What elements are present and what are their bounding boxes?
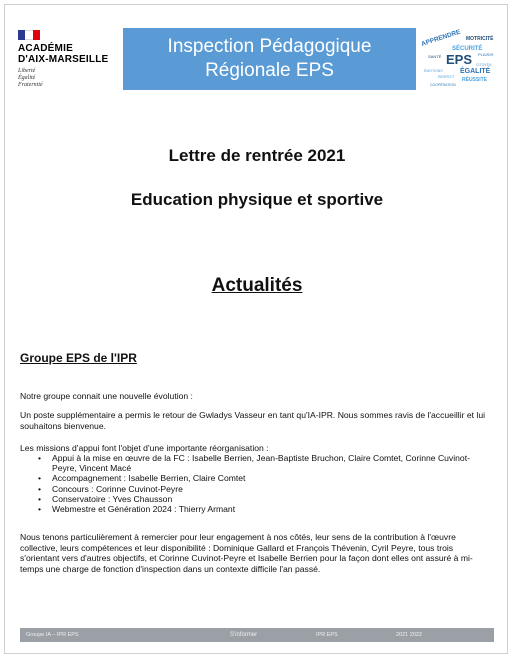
wordcloud-word: EPS (446, 52, 473, 67)
wordcloud-word: RÉUSSITE (462, 77, 488, 83)
footer-ipr-label: IPR EPS (316, 632, 338, 638)
wordcloud-word: CITOYEN (476, 63, 492, 67)
wordcloud-word: ÉGALITÉ (460, 68, 491, 75)
missions-list (38, 453, 494, 514)
list-item: • Conservatoire : Yves Chausson (38, 494, 494, 504)
wordcloud-word: COOPÉRATION (430, 83, 456, 87)
header-title-line2: Régionale EPS (205, 60, 334, 81)
wordcloud-word: MOTRICITÉ (466, 36, 494, 42)
letter-title: Lettre de rentrée 2021 (168, 146, 346, 165)
header-title-line1: Inspection Pédagogique (167, 36, 372, 57)
eps-wordcloud-image (416, 28, 500, 90)
list-item: • Appui à la mise en œuvre de la FC : Isabelle Berrien, Jean-Baptiste Bruchon, Claire Comtet, Corinne Cuvinot-Peyre, Vincent Macé (38, 453, 494, 473)
paragraph-new-post: Un poste supplémentaire a permis le retour de Gwladys Vasseur en tant qu'IA-IPR. Nous sommes ravis de l'accueillir et lui souhaitons bienvenue. (20, 410, 486, 431)
paragraph-thanks: Nous tenons particulièrement à remercier pour leur engagement à nos côtés, leur sens de la contribution à l'œuvre collective, leurs compétences et leur disponibilité : Dominique Gallard et François Thévenin, Cyril Peyre, tous trois s'orientant vers d'autres objectifs, et Corinne Cuvinot-Peyre et Isabelle Berrien pour la façon dont elles ont assuré à mi-temps une charge de fonction d'inspection dans un contexte difficile l'an passé. (20, 532, 473, 574)
footer-year-label: 2021 2022 (396, 632, 422, 638)
section-heading: Groupe EPS de l'IPR (20, 351, 137, 365)
list-item: • Accompagnement : Isabelle Berrien, Claire Comtet (38, 473, 494, 483)
news-heading: Actualités (211, 275, 303, 296)
academy-name-line1: ACADÉMIE (18, 43, 73, 54)
french-flag-icon (18, 30, 40, 40)
motto-fraternite: Fraternité (18, 82, 43, 88)
paragraph-missions-intro: Les missions d'appui font l'objet d'une importante réorganisation : (20, 443, 269, 453)
list-item: • Webmestre et Génération 2024 : Thierry Armant (38, 504, 494, 514)
header-title-band (123, 28, 416, 90)
paragraph-evolution: Notre groupe connait une nouvelle évolution : (20, 391, 193, 401)
wordcloud-word: SANTÉ (428, 54, 442, 59)
wordcloud-word: ÉMOTIONS (424, 69, 443, 73)
wordcloud-svg (416, 28, 500, 90)
list-item: • Concours : Corinne Cuvinot-Peyre (38, 484, 494, 494)
republic-motto (18, 68, 126, 89)
academy-name-line2: D'AIX-MARSEILLE (18, 54, 109, 65)
wordcloud-word: SÉCURITÉ (452, 46, 483, 52)
wordcloud-word: APPRENDRE (420, 28, 462, 48)
wordcloud-word: PLAISIR (478, 52, 494, 57)
subject-title: Education physique et sportive (130, 190, 384, 209)
motto-liberte: Liberté (18, 68, 36, 74)
footer-group-label: Groupe IA – IPR EPS (26, 632, 79, 638)
motto-egalite: Égalité (18, 75, 36, 81)
academy-logo (18, 30, 126, 98)
page-footer (20, 628, 494, 642)
wordcloud-word: RESPECT (438, 75, 455, 79)
footer-section-label: S'informer (230, 632, 258, 638)
